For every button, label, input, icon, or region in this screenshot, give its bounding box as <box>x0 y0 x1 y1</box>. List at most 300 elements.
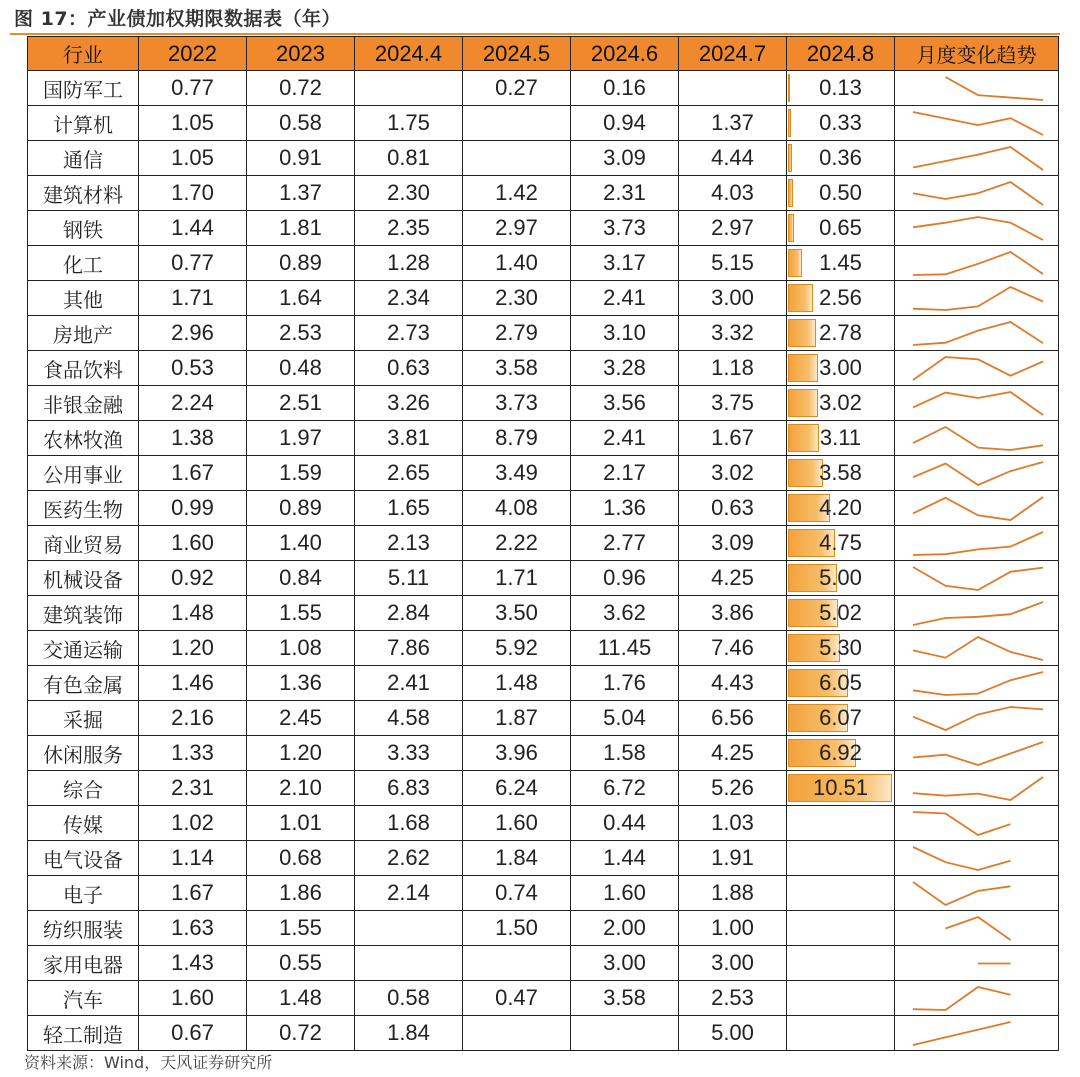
value-cell-m6: 3.73 <box>571 211 679 246</box>
value-cell-y2022: 1.43 <box>139 946 247 981</box>
value-cell-m8 <box>787 386 895 421</box>
data-bar-label: 2.78 <box>819 320 862 345</box>
value-cell-m4: 1.68 <box>355 806 463 841</box>
value-cell-y2023: 1.55 <box>247 596 355 631</box>
sparkline <box>895 246 1059 280</box>
value-cell-m4: 2.84 <box>355 596 463 631</box>
sparkline-cell <box>895 981 1059 1016</box>
sparkline <box>895 281 1059 315</box>
industry-name: 纺织服装 <box>28 911 139 946</box>
value-cell-m6: 2.77 <box>571 526 679 561</box>
table-row <box>28 946 1059 981</box>
sparkline <box>895 631 1059 665</box>
data-bar-label: 0.36 <box>819 145 862 170</box>
industry-name: 计算机 <box>28 106 139 141</box>
value-cell-m6: 2.17 <box>571 456 679 491</box>
value-cell-y2023: 0.72 <box>247 71 355 106</box>
value-cell-m6: 2.41 <box>571 281 679 316</box>
sparkline <box>895 561 1059 595</box>
table-row <box>28 771 1059 806</box>
header-2024-5: 2024.5 <box>463 37 571 71</box>
data-bar-label: 6.07 <box>819 705 862 730</box>
table-row <box>28 701 1059 736</box>
value-cell-y2022: 1.46 <box>139 666 247 701</box>
sparkline-line <box>913 602 1043 625</box>
industry-name: 轻工制造 <box>28 1016 139 1051</box>
value-cell-m8 <box>787 211 895 246</box>
value-cell-m5: 2.22 <box>463 526 571 561</box>
value-cell-m7: 4.25 <box>679 561 787 596</box>
value-cell-m7: 5.15 <box>679 246 787 281</box>
value-cell-m8 <box>787 71 895 106</box>
value-cell-y2023: 1.59 <box>247 456 355 491</box>
header-trend: 月度变化趋势 <box>895 37 1059 71</box>
table-row <box>28 316 1059 351</box>
sparkline-cell <box>895 596 1059 631</box>
value-cell-m6: 3.10 <box>571 316 679 351</box>
value-cell-y2023: 0.48 <box>247 351 355 386</box>
data-bar-label: 6.05 <box>819 670 862 695</box>
value-cell-m5: 5.92 <box>463 631 571 666</box>
sparkline-line <box>913 672 1043 695</box>
value-cell-m6: 2.00 <box>571 911 679 946</box>
value-cell-y2022: 0.99 <box>139 491 247 526</box>
value-cell-m7: 3.86 <box>679 596 787 631</box>
sparkline <box>895 106 1059 140</box>
data-bar-label <box>787 946 894 980</box>
sparkline <box>895 491 1059 525</box>
sparkline <box>895 71 1059 105</box>
sparkline-line <box>913 252 1043 275</box>
value-cell-y2023: 1.81 <box>247 211 355 246</box>
value-cell-m8 <box>787 141 895 176</box>
value-cell-y2022: 1.14 <box>139 841 247 876</box>
value-cell-m5: 6.24 <box>463 771 571 806</box>
value-cell-m6: 3.09 <box>571 141 679 176</box>
value-cell-y2023: 2.45 <box>247 701 355 736</box>
value-cell-y2022: 2.24 <box>139 386 247 421</box>
value-cell-m5: 2.97 <box>463 211 571 246</box>
sparkline-cell <box>895 491 1059 526</box>
sparkline-line <box>913 287 1043 310</box>
value-cell-m4 <box>355 911 463 946</box>
value-cell-m6: 3.58 <box>571 981 679 1016</box>
table-row <box>28 491 1059 526</box>
value-cell-m7: 1.91 <box>679 841 787 876</box>
sparkline-cell <box>895 841 1059 876</box>
value-cell-m6: 3.00 <box>571 946 679 981</box>
industry-name: 电子 <box>28 876 139 911</box>
value-cell-y2022: 0.92 <box>139 561 247 596</box>
value-cell-m5: 0.74 <box>463 876 571 911</box>
title-rule <box>10 33 1060 35</box>
table-row <box>28 141 1059 176</box>
value-cell-m5: 3.49 <box>463 456 571 491</box>
table-row <box>28 911 1059 946</box>
value-cell-m5 <box>463 946 571 981</box>
value-cell-m5: 2.30 <box>463 281 571 316</box>
value-cell-m7: 1.67 <box>679 421 787 456</box>
data-bar-label: 4.20 <box>819 495 862 520</box>
sparkline-line <box>913 812 1011 835</box>
value-cell-m6: 1.60 <box>571 876 679 911</box>
sparkline <box>895 841 1059 875</box>
sparkline <box>895 351 1059 385</box>
value-cell-m8 <box>787 456 895 491</box>
industry-name: 建筑材料 <box>28 176 139 211</box>
value-cell-y2023: 0.72 <box>247 1016 355 1051</box>
value-cell-y2023: 0.58 <box>247 106 355 141</box>
industry-name: 有色金属 <box>28 666 139 701</box>
industry-name: 交通运输 <box>28 631 139 666</box>
value-cell-m8 <box>787 491 895 526</box>
sparkline-line <box>913 322 1043 345</box>
value-cell-m7: 5.26 <box>679 771 787 806</box>
value-cell-m6: 0.44 <box>571 806 679 841</box>
value-cell-m5 <box>463 1016 571 1051</box>
value-cell-y2022: 0.53 <box>139 351 247 386</box>
sparkline-cell <box>895 771 1059 806</box>
value-cell-m8 <box>787 631 895 666</box>
value-cell-m7 <box>679 71 787 106</box>
value-cell-m7: 4.03 <box>679 176 787 211</box>
value-cell-y2023: 1.64 <box>247 281 355 316</box>
value-cell-m5: 1.87 <box>463 701 571 736</box>
sparkline-line <box>913 217 1043 240</box>
sparkline-cell <box>895 316 1059 351</box>
value-cell-m7: 1.03 <box>679 806 787 841</box>
value-cell-y2022: 1.67 <box>139 876 247 911</box>
industry-name: 传媒 <box>28 806 139 841</box>
header-2024-8: 2024.8 <box>787 37 895 71</box>
sparkline-line <box>946 77 1044 100</box>
data-bar-label: 0.50 <box>819 180 862 205</box>
value-cell-m7: 5.00 <box>679 1016 787 1051</box>
table-row <box>28 806 1059 841</box>
data-bar-label <box>787 841 894 875</box>
industry-name: 非银金融 <box>28 386 139 421</box>
value-cell-m6: 1.36 <box>571 491 679 526</box>
value-cell-y2022: 2.16 <box>139 701 247 736</box>
value-cell-m7: 4.44 <box>679 141 787 176</box>
value-cell-m6: 0.16 <box>571 71 679 106</box>
sparkline <box>895 666 1059 700</box>
table-row <box>28 246 1059 281</box>
value-cell-y2022: 1.33 <box>139 736 247 771</box>
value-cell-y2022: 1.48 <box>139 596 247 631</box>
value-cell-m4 <box>355 71 463 106</box>
value-cell-m6: 1.58 <box>571 736 679 771</box>
value-cell-m5: 2.79 <box>463 316 571 351</box>
value-cell-y2022: 1.60 <box>139 981 247 1016</box>
value-cell-y2023: 0.55 <box>247 946 355 981</box>
data-bar-label <box>787 911 894 945</box>
figure-title: 图 17：产业债加权期限数据表（年） <box>14 8 342 30</box>
value-cell-y2022: 1.20 <box>139 631 247 666</box>
value-cell-m5: 3.73 <box>463 386 571 421</box>
value-cell-y2023: 0.89 <box>247 246 355 281</box>
sparkline-cell <box>895 1016 1059 1051</box>
value-cell-m4: 6.83 <box>355 771 463 806</box>
data-bar-label: 1.45 <box>819 250 862 275</box>
value-cell-m4: 1.28 <box>355 246 463 281</box>
value-cell-m8 <box>787 736 895 771</box>
sparkline-cell <box>895 701 1059 736</box>
value-cell-m6: 6.72 <box>571 771 679 806</box>
value-cell-m7: 3.00 <box>679 281 787 316</box>
header-2022: 2022 <box>139 37 247 71</box>
data-bar-label <box>787 806 894 840</box>
value-cell-y2023: 0.84 <box>247 561 355 596</box>
value-cell-m4: 2.41 <box>355 666 463 701</box>
data-bar-label: 2.56 <box>819 285 862 310</box>
sparkline <box>895 736 1059 770</box>
industry-name: 商业贸易 <box>28 526 139 561</box>
value-cell-m8 <box>787 106 895 141</box>
industry-name: 休闲服务 <box>28 736 139 771</box>
value-cell-m8 <box>787 841 895 876</box>
value-cell-m8 <box>787 351 895 386</box>
data-bar-label <box>787 876 894 910</box>
data-bar-label: 3.00 <box>819 355 862 380</box>
industry-name: 其他 <box>28 281 139 316</box>
header-2024-4: 2024.4 <box>355 37 463 71</box>
industry-name: 汽车 <box>28 981 139 1016</box>
sparkline <box>895 596 1059 630</box>
value-cell-m8 <box>787 981 895 1016</box>
value-cell-m8 <box>787 561 895 596</box>
sparkline-line <box>913 567 1043 590</box>
value-cell-y2023: 1.08 <box>247 631 355 666</box>
sparkline-line <box>913 777 1043 800</box>
value-cell-m7: 1.00 <box>679 911 787 946</box>
header-2024-7: 2024.7 <box>679 37 787 71</box>
industry-name: 钢铁 <box>28 211 139 246</box>
value-cell-y2023: 2.10 <box>247 771 355 806</box>
sparkline-line <box>946 917 1011 940</box>
value-cell-m7: 3.75 <box>679 386 787 421</box>
value-cell-y2022: 1.44 <box>139 211 247 246</box>
sparkline-cell <box>895 386 1059 421</box>
table-row <box>28 631 1059 666</box>
industry-name: 采掘 <box>28 701 139 736</box>
sparkline-line <box>913 742 1043 765</box>
value-cell-m6: 3.56 <box>571 386 679 421</box>
industry-name: 电气设备 <box>28 841 139 876</box>
sparkline-line <box>913 1022 1011 1045</box>
value-cell-m7: 1.88 <box>679 876 787 911</box>
value-cell-y2022: 1.38 <box>139 421 247 456</box>
table-row <box>28 561 1059 596</box>
table-row <box>28 456 1059 491</box>
data-bar-label: 6.92 <box>819 740 862 765</box>
table-row <box>28 736 1059 771</box>
value-cell-y2023: 0.91 <box>247 141 355 176</box>
sparkline-line <box>913 637 1043 660</box>
header-row <box>28 37 1059 71</box>
value-cell-m4: 4.58 <box>355 701 463 736</box>
sparkline-cell <box>895 946 1059 981</box>
industry-name: 化工 <box>28 246 139 281</box>
value-cell-m4: 2.35 <box>355 211 463 246</box>
sparkline <box>895 316 1059 350</box>
value-cell-m4: 1.84 <box>355 1016 463 1051</box>
sparkline <box>895 1016 1059 1050</box>
data-bar-label <box>787 1016 894 1050</box>
value-cell-m5: 4.08 <box>463 491 571 526</box>
sparkline-line <box>913 847 1011 870</box>
value-cell-m7: 3.00 <box>679 946 787 981</box>
value-cell-y2023: 2.51 <box>247 386 355 421</box>
value-cell-m5: 8.79 <box>463 421 571 456</box>
value-cell-m6: 3.62 <box>571 596 679 631</box>
value-cell-y2022: 1.63 <box>139 911 247 946</box>
value-cell-y2023: 1.86 <box>247 876 355 911</box>
value-cell-m7: 1.18 <box>679 351 787 386</box>
value-cell-m4: 2.62 <box>355 841 463 876</box>
industry-name: 家用电器 <box>28 946 139 981</box>
duration-table <box>27 36 1059 1051</box>
value-cell-m4: 5.11 <box>355 561 463 596</box>
sparkline-cell <box>895 246 1059 281</box>
value-cell-y2022: 0.67 <box>139 1016 247 1051</box>
value-cell-y2022: 1.60 <box>139 526 247 561</box>
sparkline <box>895 526 1059 560</box>
value-cell-m7: 2.53 <box>679 981 787 1016</box>
value-cell-m8 <box>787 281 895 316</box>
table-row <box>28 71 1059 106</box>
sparkline-cell <box>895 211 1059 246</box>
source-note: 资料来源：Wind，天风证券研究所 <box>24 1053 273 1072</box>
sparkline-cell <box>895 141 1059 176</box>
value-cell-m4: 1.65 <box>355 491 463 526</box>
sparkline <box>895 876 1059 910</box>
table-row <box>28 1016 1059 1051</box>
value-cell-y2023: 0.89 <box>247 491 355 526</box>
value-cell-m5: 3.96 <box>463 736 571 771</box>
value-cell-m4: 0.58 <box>355 981 463 1016</box>
value-cell-m4: 2.73 <box>355 316 463 351</box>
value-cell-m5: 1.60 <box>463 806 571 841</box>
sparkline-cell <box>895 176 1059 211</box>
sparkline <box>895 946 1059 980</box>
table-row <box>28 386 1059 421</box>
sparkline-cell <box>895 456 1059 491</box>
sparkline-line <box>913 427 1043 450</box>
value-cell-m8 <box>787 1016 895 1051</box>
data-bar-label: 0.13 <box>819 75 862 100</box>
value-cell-y2022: 1.05 <box>139 141 247 176</box>
table-row <box>28 596 1059 631</box>
value-cell-m4: 0.81 <box>355 141 463 176</box>
value-cell-y2022: 2.31 <box>139 771 247 806</box>
data-bar-label: 4.75 <box>819 530 862 555</box>
table-row <box>28 421 1059 456</box>
header-2023: 2023 <box>247 37 355 71</box>
sparkline-cell <box>895 806 1059 841</box>
sparkline <box>895 456 1059 490</box>
industry-name: 房地产 <box>28 316 139 351</box>
value-cell-m8 <box>787 246 895 281</box>
industry-name: 公用事业 <box>28 456 139 491</box>
sparkline <box>895 421 1059 455</box>
value-cell-y2023: 1.97 <box>247 421 355 456</box>
value-cell-m6: 1.76 <box>571 666 679 701</box>
table-row <box>28 981 1059 1016</box>
header-2024-6: 2024.6 <box>571 37 679 71</box>
value-cell-m5: 1.71 <box>463 561 571 596</box>
value-cell-y2023: 0.68 <box>247 841 355 876</box>
value-cell-m8 <box>787 316 895 351</box>
value-cell-m6: 5.04 <box>571 701 679 736</box>
table-row <box>28 281 1059 316</box>
sparkline-cell <box>895 631 1059 666</box>
value-cell-y2023: 1.40 <box>247 526 355 561</box>
sparkline-cell <box>895 71 1059 106</box>
industry-name: 国防军工 <box>28 71 139 106</box>
sparkline-cell <box>895 911 1059 946</box>
value-cell-m7: 4.43 <box>679 666 787 701</box>
value-cell-y2023: 1.48 <box>247 981 355 1016</box>
table-row <box>28 211 1059 246</box>
industry-name: 建筑装饰 <box>28 596 139 631</box>
value-cell-m7: 3.02 <box>679 456 787 491</box>
value-cell-m6: 3.17 <box>571 246 679 281</box>
table-body <box>28 71 1059 1051</box>
sparkline-line <box>913 707 1043 730</box>
value-cell-y2022: 2.96 <box>139 316 247 351</box>
value-cell-m4: 2.30 <box>355 176 463 211</box>
sparkline-cell <box>895 421 1059 456</box>
data-bar-label: 5.30 <box>819 635 862 660</box>
value-cell-m6: 0.94 <box>571 106 679 141</box>
sparkline <box>895 211 1059 245</box>
header-industry: 行业 <box>28 37 139 71</box>
value-cell-m5: 0.27 <box>463 71 571 106</box>
sparkline-cell <box>895 736 1059 771</box>
industry-name: 机械设备 <box>28 561 139 596</box>
sparkline-cell <box>895 281 1059 316</box>
sparkline-line <box>913 392 1043 415</box>
value-cell-y2022: 0.77 <box>139 246 247 281</box>
value-cell-m7: 4.25 <box>679 736 787 771</box>
sparkline-line <box>913 112 1043 135</box>
sparkline-line <box>913 497 1043 520</box>
value-cell-y2022: 1.71 <box>139 281 247 316</box>
value-cell-m7: 7.46 <box>679 631 787 666</box>
table-row <box>28 526 1059 561</box>
value-cell-m7: 2.97 <box>679 211 787 246</box>
value-cell-y2022: 1.70 <box>139 176 247 211</box>
sparkline-line <box>913 462 1043 485</box>
value-cell-y2023: 1.20 <box>247 736 355 771</box>
value-cell-m8 <box>787 771 895 806</box>
sparkline-line <box>913 182 1043 205</box>
value-cell-m4: 2.34 <box>355 281 463 316</box>
data-bar-label: 0.33 <box>819 110 862 135</box>
value-cell-m8 <box>787 946 895 981</box>
value-cell-m8 <box>787 701 895 736</box>
value-cell-y2022: 1.02 <box>139 806 247 841</box>
sparkline-cell <box>895 876 1059 911</box>
value-cell-m4: 1.75 <box>355 106 463 141</box>
table-row <box>28 176 1059 211</box>
data-bar-label <box>787 981 894 1015</box>
value-cell-m6: 2.41 <box>571 421 679 456</box>
value-cell-m5: 1.40 <box>463 246 571 281</box>
value-cell-m8 <box>787 421 895 456</box>
value-cell-m4: 3.33 <box>355 736 463 771</box>
